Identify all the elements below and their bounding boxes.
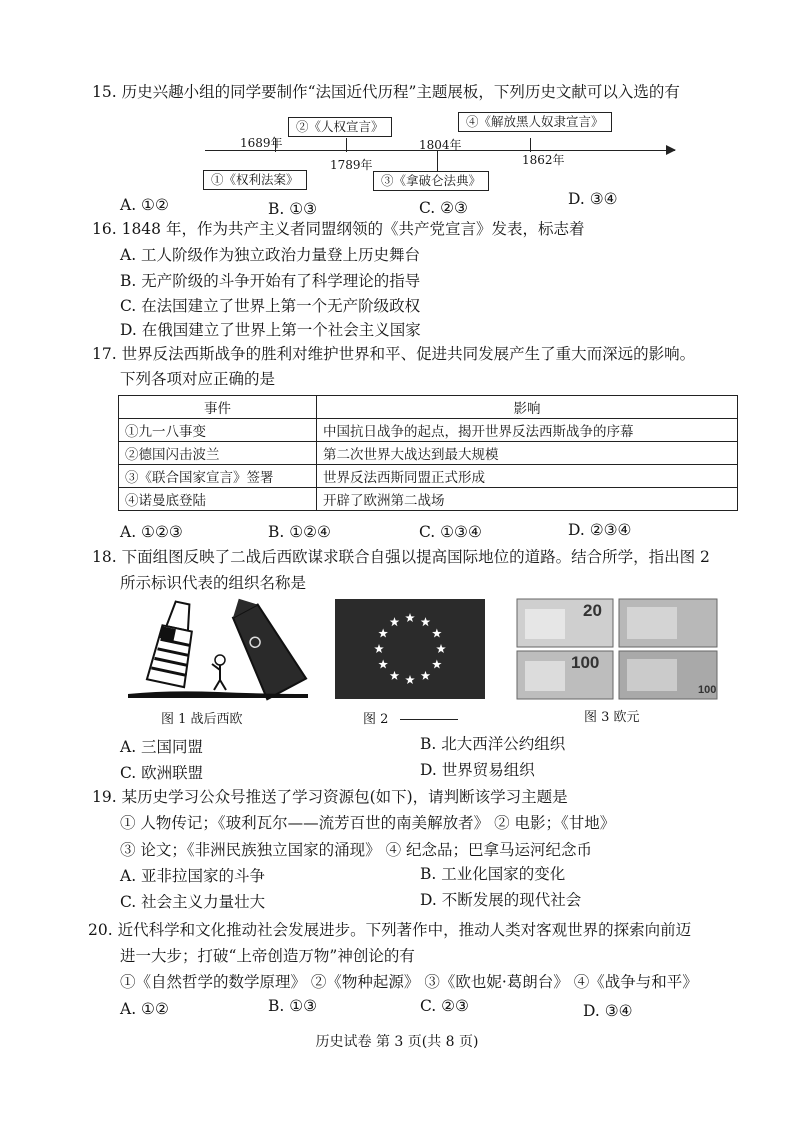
q15-option-d: D. ③④ bbox=[568, 190, 618, 208]
q16-option-a: A. 工人阶级作为独立政治力量登上历史舞台 bbox=[120, 246, 421, 264]
q19-resource-line2: ③ 论文；《非洲民族独立国家的涌现》 ④ 纪念品；巴拿马运河纪念币 bbox=[120, 841, 593, 859]
q20-works-line: ①《自然哲学的数学原理》 ②《物种起源》 ③《欧也妮·葛朗台》 ④《战争与和平》 bbox=[120, 973, 698, 991]
q18-option-a: A. 三国同盟 bbox=[120, 738, 204, 756]
q17-stem-line2: 下列各项对应正确的是 bbox=[120, 370, 276, 388]
year-1862: 1862年 bbox=[522, 153, 565, 167]
year-1804: 1804年 bbox=[419, 138, 462, 152]
q17-option-a: A. ①②③ bbox=[120, 523, 183, 541]
table-cell: 开辟了欧洲第二战场 bbox=[317, 488, 738, 511]
table-header-event: 事件 bbox=[119, 396, 317, 419]
figure-1-cartoon-image bbox=[128, 598, 308, 706]
q19-option-a: A. 亚非拉国家的斗争 bbox=[120, 867, 266, 885]
figure-3-caption: 图 3 欧元 bbox=[584, 710, 640, 725]
q18-option-d: D. 世界贸易组织 bbox=[420, 761, 535, 779]
timeline-doc-4: ④《解放黑人奴隶宣言》 bbox=[458, 112, 612, 132]
timeline-doc-3: ③《拿破仑法典》 bbox=[373, 171, 489, 191]
q20-option-c: C. ②③ bbox=[420, 997, 469, 1015]
tick-1804 bbox=[437, 150, 438, 172]
year-1689: 1689年 bbox=[240, 136, 283, 150]
figure-1-caption: 图 1 战后西欧 bbox=[161, 712, 243, 727]
table-cell: ①九一八事变 bbox=[119, 419, 317, 442]
q19-resource-line1: ① 人物传记；《玻利瓦尔——流芳百世的南美解放者》 ② 电影；《甘地》 bbox=[120, 814, 616, 832]
table-row bbox=[119, 488, 738, 511]
q16-option-b: B. 无产阶级的斗争开始有了科学理论的指导 bbox=[120, 272, 421, 290]
timeline-doc-2: ②《人权宣言》 bbox=[288, 117, 392, 137]
table-cell: 世界反法西斯同盟正式形成 bbox=[317, 465, 738, 488]
q15-stem: 15. 历史兴趣小组的同学要制作“法国近代历程”主题展板，下列历史文献可以入选的有 bbox=[92, 83, 680, 101]
table-cell: ④诺曼底登陆 bbox=[119, 488, 317, 511]
table-cell: 中国抗日战争的起点，揭开世界反法西斯战争的序幕 bbox=[317, 419, 738, 442]
timeline-arrow-icon bbox=[666, 145, 676, 155]
q17-option-d: D. ②③④ bbox=[568, 521, 632, 539]
q20-option-a: A. ①② bbox=[120, 1000, 169, 1018]
q19-option-b: B. 工业化国家的变化 bbox=[420, 865, 566, 883]
q15-option-c: C. ②③ bbox=[419, 199, 468, 217]
page-footer: 历史试卷 第 3 页(共 8 页) bbox=[315, 1034, 479, 1050]
q16-stem: 16. 1848 年，作为共产主义者同盟纲领的《共产党宣言》发表，标志着 bbox=[92, 220, 585, 238]
euro-100-label: 100 bbox=[571, 653, 600, 672]
euro-20-label: 20 bbox=[583, 601, 602, 620]
q18-option-b: B. 北大西洋公约组织 bbox=[420, 735, 566, 753]
table-row bbox=[119, 419, 738, 442]
table-cell: 第二次世界大战达到最大规模 bbox=[317, 442, 738, 465]
table-header-impact: 影响 bbox=[317, 396, 738, 419]
table-row bbox=[119, 442, 738, 465]
q16-option-d: D. 在俄国建立了世界上第一个社会主义国家 bbox=[120, 321, 421, 339]
euro-100-corner-label: 100 bbox=[698, 684, 717, 696]
figure-2-caption: 图 2 bbox=[363, 712, 389, 727]
q19-option-c: C. 社会主义力量壮大 bbox=[120, 893, 266, 911]
table-cell: ②德国闪击波兰 bbox=[119, 442, 317, 465]
q20-option-d: D. ③④ bbox=[583, 1002, 633, 1020]
q18-stem-line1: 18. 下面组图反映了二战后西欧谋求联合自强以提高国际地位的道路。结合所学，指出图 2 bbox=[92, 548, 710, 566]
q17-option-b: B. ①②④ bbox=[268, 523, 331, 541]
answer-blank bbox=[400, 719, 458, 720]
q15-option-a: A. ①② bbox=[120, 196, 169, 214]
table-cell: ③《联合国家宣言》签署 bbox=[119, 465, 317, 488]
q17-option-c: C. ①③④ bbox=[419, 523, 482, 541]
year-1789: 1789年 bbox=[330, 158, 373, 172]
table-header-row bbox=[119, 396, 738, 419]
q20-option-b: B. ①③ bbox=[268, 997, 318, 1015]
q19-stem: 19. 某历史学习公众号推送了学习资源包(如下)，请判断该学习主题是 bbox=[92, 788, 568, 806]
q17-event-table bbox=[118, 395, 738, 511]
q20-stem-line2: 进一大步；打破“上帝创造万物”神创论的有 bbox=[120, 947, 415, 965]
q18-stem-line2: 所示标识代表的组织名称是 bbox=[120, 574, 307, 592]
q20-stem-line1: 20. 近代科学和文化推动社会发展进步。下列著作中，推动人类对客观世界的探索向前迈 bbox=[88, 921, 692, 939]
q15-option-b: B. ①③ bbox=[268, 200, 318, 218]
q19-option-d: D. 不断发展的现代社会 bbox=[420, 891, 582, 909]
q16-option-c: C. 在法国建立了世界上第一个无产阶级政权 bbox=[120, 297, 421, 315]
timeline-doc-1: ①《权利法案》 bbox=[203, 170, 307, 190]
tick-1789 bbox=[346, 138, 347, 152]
table-row bbox=[119, 465, 738, 488]
figure-2-eu-flag-image bbox=[335, 599, 485, 699]
figure-3-euro-image bbox=[515, 597, 721, 703]
tick-1862 bbox=[530, 138, 531, 152]
q17-stem-line1: 17. 世界反法西斯战争的胜利对维护世界和平、促进共同发展产生了重大而深远的影响。 bbox=[92, 345, 696, 363]
q18-option-c: C. 欧洲联盟 bbox=[120, 764, 204, 782]
